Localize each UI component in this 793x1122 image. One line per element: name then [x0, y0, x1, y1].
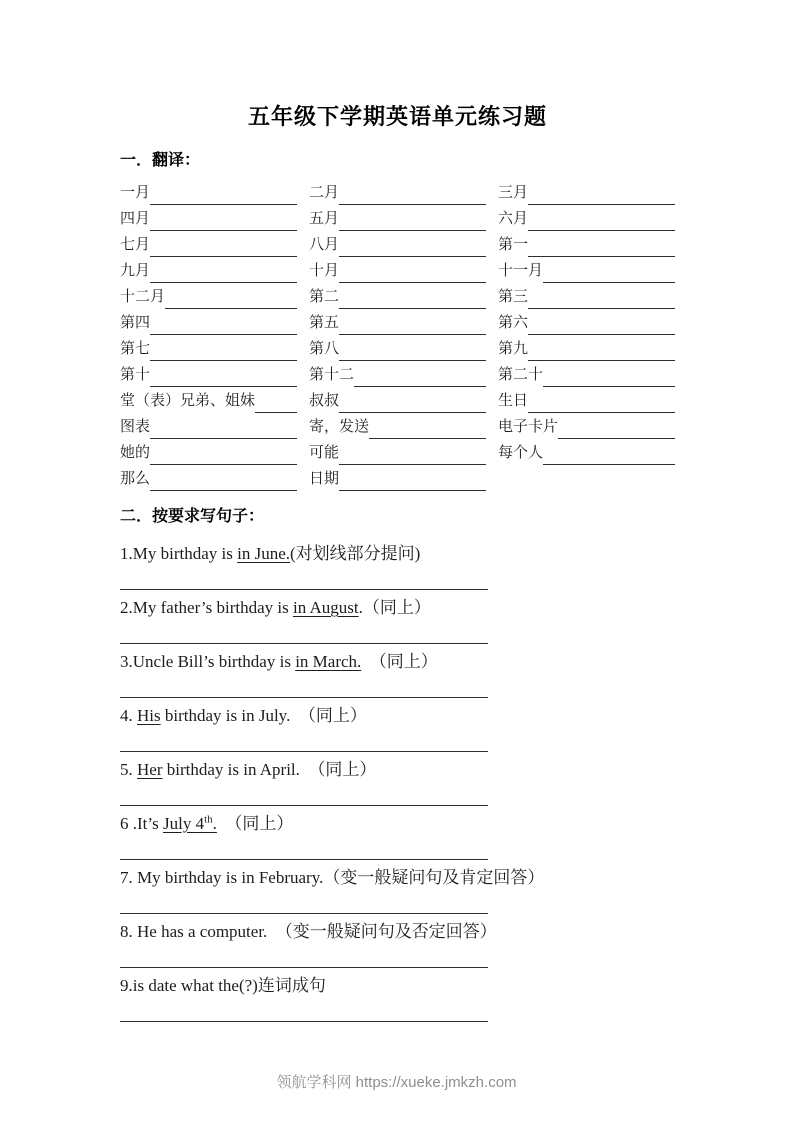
- translation-cell: [120, 387, 309, 413]
- translation-term: 第二十: [498, 367, 544, 383]
- translation-term: 第四: [120, 315, 151, 331]
- text-segment: 1.My birthday is: [120, 544, 238, 563]
- section-sentences-heading: 二．按要求写句子：: [120, 508, 265, 525]
- translation-cell: [309, 361, 498, 387]
- translation-row: [120, 465, 675, 491]
- answer-blank-line: [120, 998, 488, 1022]
- translation-cell: [120, 439, 309, 465]
- underlined-segment: in August: [292, 598, 359, 617]
- translation-cell: [309, 309, 498, 335]
- underlined-segment: July 4: [162, 814, 205, 833]
- sentence-item: [120, 866, 675, 914]
- underlined-segment: in March.: [295, 652, 362, 671]
- text-segment: birthday is in July. （同上）: [160, 706, 367, 725]
- underlined-segment: His: [137, 706, 161, 725]
- sentence-text: [120, 758, 675, 782]
- translation-cell: [309, 257, 498, 283]
- sentence-item: [120, 758, 675, 806]
- text-segment: 7. My birthday is in February.（变一般疑问句及肯定回答）: [120, 868, 545, 887]
- underlined-segment: in June.: [237, 544, 290, 563]
- translation-blank-line: [150, 207, 297, 231]
- text-segment: （同上）: [216, 814, 294, 833]
- translation-cell: [309, 387, 498, 413]
- translation-cell: [120, 179, 309, 205]
- footer-watermark: 领航学科网 https://xueke.jmkzh.com: [276, 1074, 517, 1091]
- sentence-list: [120, 542, 675, 1022]
- translation-cell: [309, 205, 498, 231]
- text-segment: 2.My father’s birthday is: [120, 598, 293, 617]
- translation-term: 第二: [309, 289, 340, 305]
- section-translation-heading: 一．翻译：: [120, 152, 201, 169]
- translation-blank-line: [528, 285, 675, 309]
- translation-blank-line: [528, 233, 675, 257]
- translation-term: 一月: [120, 185, 151, 201]
- translation-blank-line: [543, 259, 675, 283]
- translation-blank-line: [369, 415, 486, 439]
- translation-term: 第十: [120, 367, 151, 383]
- translation-term: 第六: [498, 315, 529, 331]
- translation-cell: [498, 361, 675, 387]
- sentence-item: [120, 974, 675, 1022]
- sentence-text: [120, 704, 675, 728]
- answer-blank-line: [120, 890, 488, 914]
- translation-blank-line: [150, 337, 297, 361]
- translation-cell: [309, 283, 498, 309]
- underlined-segment: th: [204, 813, 213, 826]
- translation-blank-line: [339, 337, 486, 361]
- translation-term: 每个人: [498, 445, 544, 461]
- translation-term: 图表: [120, 419, 151, 435]
- translation-cell: [120, 309, 309, 335]
- translation-term: 生日: [498, 393, 529, 409]
- translation-cell: [309, 439, 498, 465]
- translation-cell: [498, 335, 675, 361]
- translation-term: 七月: [120, 237, 151, 253]
- translation-blank-line: [150, 467, 297, 491]
- translation-blank-line: [150, 415, 297, 439]
- translation-blank-line: [150, 311, 297, 335]
- translation-blank-line: [339, 389, 486, 413]
- translation-cell: [309, 179, 498, 205]
- sentence-text: [120, 974, 675, 998]
- text-segment: .（同上）: [358, 598, 431, 617]
- translation-row: [120, 439, 675, 465]
- translation-blank-line: [528, 207, 675, 231]
- translation-term: 十月: [309, 263, 340, 279]
- translation-term: 寄，发送: [309, 419, 370, 435]
- sentence-text: [120, 812, 675, 836]
- translation-row: [120, 257, 675, 283]
- translation-blank-line: [528, 337, 675, 361]
- sentence-item: [120, 596, 675, 644]
- translation-cell: [309, 413, 498, 439]
- text-segment: 3.Uncle Bill’s birthday is: [120, 652, 296, 671]
- translation-term: 电子卡片: [498, 419, 559, 435]
- translation-row: [120, 335, 675, 361]
- translation-cell: [309, 335, 498, 361]
- answer-blank-line: [120, 674, 488, 698]
- translation-blank-line: [150, 441, 297, 465]
- text-segment: 9.is date what the(?)连词成句: [120, 976, 326, 995]
- translation-blank-line: [339, 311, 486, 335]
- translation-cell: [120, 231, 309, 257]
- translation-row: [120, 309, 675, 335]
- translation-term: 第九: [498, 341, 529, 357]
- sentence-item: [120, 704, 675, 752]
- translation-cell: [498, 387, 675, 413]
- translation-blank-line: [339, 441, 486, 465]
- translation-row: [120, 231, 675, 257]
- translation-term: 二月: [309, 185, 340, 201]
- translation-cell: [309, 465, 498, 491]
- translation-cell: [120, 257, 309, 283]
- translation-cell: [498, 257, 675, 283]
- page-title: 五年级下学期英语单元练习题: [247, 104, 547, 129]
- translation-blank-line: [528, 181, 675, 205]
- translation-term: 第一: [498, 237, 529, 253]
- sentence-item: [120, 920, 675, 968]
- sentence-text: [120, 920, 675, 944]
- sentence-text: [120, 542, 675, 566]
- text-segment: 5.: [120, 760, 137, 779]
- translation-cell: [498, 231, 675, 257]
- sentence-item: [120, 542, 675, 590]
- translation-term: 第十二: [309, 367, 355, 383]
- translation-blank-line: [339, 207, 486, 231]
- translation-blank-line: [543, 363, 675, 387]
- translation-blank-line: [339, 467, 486, 491]
- text-segment: 8. He has a computer. （变一般疑问句及否定回答）: [120, 922, 497, 941]
- translation-row: [120, 387, 675, 413]
- translation-blank-line: [150, 363, 297, 387]
- translation-blank-line: [255, 389, 297, 413]
- translation-term: 那么: [120, 471, 151, 487]
- text-segment: （同上）: [361, 652, 438, 671]
- translation-term: 三月: [498, 185, 529, 201]
- translation-term: 第七: [120, 341, 151, 357]
- translation-blank-line: [528, 389, 675, 413]
- translation-blank-line: [543, 441, 675, 465]
- translation-cell: [120, 361, 309, 387]
- translation-cell: [120, 335, 309, 361]
- translation-row: [120, 361, 675, 387]
- translation-row: [120, 179, 675, 205]
- translation-blank-line: [354, 363, 486, 387]
- translation-term: 五月: [309, 211, 340, 227]
- translation-blank-line: [558, 415, 675, 439]
- translation-cell: [498, 283, 675, 309]
- translation-term: 六月: [498, 211, 529, 227]
- translation-grid: [120, 179, 675, 491]
- translation-blank-line: [339, 285, 486, 309]
- sentence-text: [120, 596, 675, 620]
- translation-cell: [498, 179, 675, 205]
- translation-blank-line: [528, 311, 675, 335]
- translation-blank-line: [339, 233, 486, 257]
- translation-cell-empty: [498, 465, 675, 491]
- text-segment: birthday is in April. （同上）: [162, 760, 377, 779]
- translation-row: [120, 283, 675, 309]
- translation-blank-line: [150, 181, 297, 205]
- answer-blank-line: [120, 620, 488, 644]
- translation-row: [120, 205, 675, 231]
- text-segment: 4.: [120, 706, 137, 725]
- translation-blank-line: [339, 259, 486, 283]
- translation-term: 八月: [309, 237, 340, 253]
- text-segment: (对划线部分提问): [290, 544, 421, 563]
- text-segment: 6 .It’s: [120, 814, 163, 833]
- answer-blank-line: [120, 782, 488, 806]
- translation-cell: [498, 205, 675, 231]
- translation-term: 十二月: [120, 289, 166, 305]
- translation-cell: [120, 283, 309, 309]
- translation-cell: [120, 465, 309, 491]
- sentence-item: [120, 650, 675, 698]
- translation-blank-line: [150, 233, 297, 257]
- translation-cell: [120, 205, 309, 231]
- sentence-text: [120, 866, 675, 890]
- underlined-segment: Her: [137, 760, 163, 779]
- sentence-item: [120, 812, 675, 860]
- answer-blank-line: [120, 944, 488, 968]
- sentence-text: [120, 650, 675, 674]
- answer-blank-line: [120, 728, 488, 752]
- translation-term: 四月: [120, 211, 151, 227]
- translation-blank-line: [339, 181, 486, 205]
- translation-cell: [120, 413, 309, 439]
- translation-term: 第五: [309, 315, 340, 331]
- translation-term: 叔叔: [309, 393, 340, 409]
- translation-term: 第八: [309, 341, 340, 357]
- translation-blank-line: [165, 285, 297, 309]
- translation-blank-line: [150, 259, 297, 283]
- translation-term: 可能: [309, 445, 340, 461]
- translation-term: 她的: [120, 445, 151, 461]
- translation-term: 日期: [309, 471, 340, 487]
- translation-term: 堂（表）兄弟、姐妹: [120, 393, 256, 409]
- translation-row: [120, 413, 675, 439]
- translation-term: 九月: [120, 263, 151, 279]
- translation-cell: [498, 439, 675, 465]
- translation-term: 十一月: [498, 263, 544, 279]
- translation-cell: [309, 231, 498, 257]
- translation-cell: [498, 413, 675, 439]
- underlined-segment: .: [212, 814, 217, 833]
- translation-cell: [498, 309, 675, 335]
- answer-blank-line: [120, 566, 488, 590]
- answer-blank-line: [120, 836, 488, 860]
- translation-term: 第三: [498, 289, 529, 305]
